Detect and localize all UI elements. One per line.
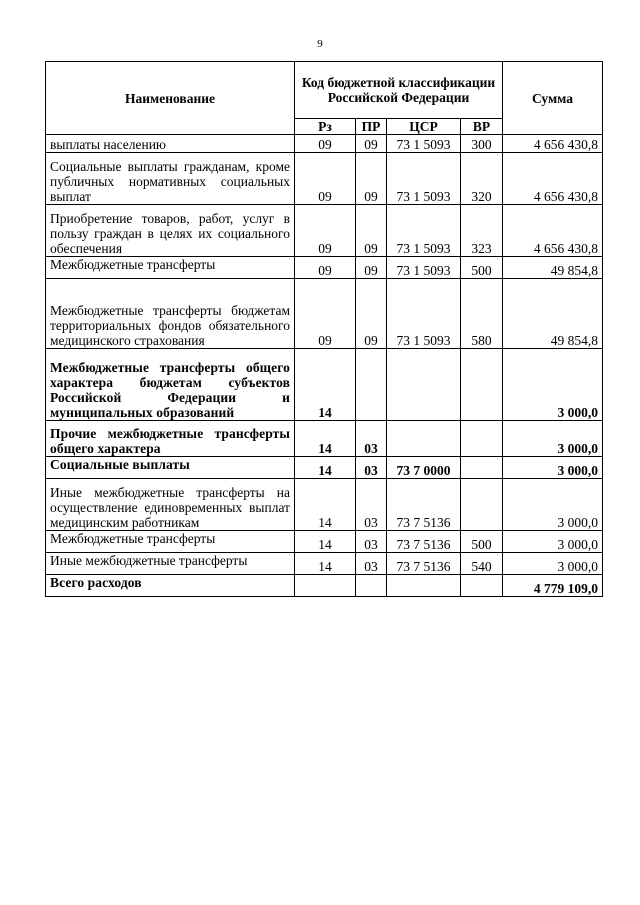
row-csr: 73 7 5136 [387, 479, 461, 531]
row-name: Социальные выплаты гражданам, кроме публичных нормативных социальных выплат [46, 153, 295, 205]
row-rz: 14 [295, 457, 356, 479]
row-name: Иные межбюджетные трансферты [46, 553, 295, 575]
row-pr: 03 [356, 479, 387, 531]
row-vr: 320 [461, 153, 503, 205]
row-name: Межбюджетные трансферты общего характера бюджетам субъектов Российской Федерации и муниципальных образований [46, 349, 295, 421]
row-sum: 4 656 430,8 [503, 135, 603, 153]
row-vr [461, 479, 503, 531]
row-name: Иные межбюджетные трансферты на осуществление единовременных выплат медицинским работникам [46, 479, 295, 531]
row-pr [356, 349, 387, 421]
row-sum: 3 000,0 [503, 457, 603, 479]
header-csr: ЦСР [387, 119, 461, 135]
header-name: Наименование [46, 62, 295, 135]
row-pr: 09 [356, 279, 387, 349]
row-name: Межбюджетные трансферты [46, 531, 295, 553]
row-name: Межбюджетные трансферты бюджетам территориальных фондов обязательного медицинского страхования [46, 279, 295, 349]
row-vr [461, 349, 503, 421]
table-row [46, 457, 603, 479]
row-sum: 4 656 430,8 [503, 205, 603, 257]
row-csr [387, 349, 461, 421]
row-sum: 3 000,0 [503, 349, 603, 421]
row-sum: 49 854,8 [503, 257, 603, 279]
row-csr [387, 421, 461, 457]
row-vr [461, 421, 503, 457]
budget-table [45, 61, 603, 597]
row-rz: 14 [295, 531, 356, 553]
row-rz: 14 [295, 421, 356, 457]
row-pr: 03 [356, 553, 387, 575]
header-vr: ВР [461, 119, 503, 135]
row-csr: 73 7 5136 [387, 531, 461, 553]
row-pr: 09 [356, 153, 387, 205]
total-sum: 4 779 109,0 [503, 575, 603, 597]
row-name: Межбюджетные трансферты [46, 257, 295, 279]
row-csr: 73 1 5093 [387, 135, 461, 153]
header-rz: Рз [295, 119, 356, 135]
page-number: 9 [317, 38, 323, 50]
row-sum: 3 000,0 [503, 421, 603, 457]
total-rz [295, 575, 356, 597]
row-pr: 09 [356, 205, 387, 257]
row-pr: 03 [356, 457, 387, 479]
row-vr [461, 457, 503, 479]
row-rz: 14 [295, 553, 356, 575]
total-vr [461, 575, 503, 597]
row-vr: 580 [461, 279, 503, 349]
table-row [46, 349, 603, 421]
total-pr [356, 575, 387, 597]
row-csr: 73 1 5093 [387, 279, 461, 349]
table-row [46, 205, 603, 257]
row-vr: 540 [461, 553, 503, 575]
table-row [46, 135, 603, 153]
header-pr: ПР [356, 119, 387, 135]
row-rz: 09 [295, 205, 356, 257]
table-row [46, 279, 603, 349]
table-row [46, 257, 603, 279]
total-csr [387, 575, 461, 597]
row-csr: 73 7 5136 [387, 553, 461, 575]
row-name: Приобретение товаров, работ, услуг в пользу граждан в целях их социального обеспечения [46, 205, 295, 257]
row-rz: 09 [295, 153, 356, 205]
header-code-group: Код бюджетной классификации Российской Федерации [295, 62, 503, 119]
total-row [46, 575, 603, 597]
row-name: Прочие межбюджетные трансферты общего характера [46, 421, 295, 457]
table-row [46, 421, 603, 457]
row-csr: 73 1 5093 [387, 257, 461, 279]
row-rz: 14 [295, 349, 356, 421]
row-rz: 09 [295, 257, 356, 279]
row-vr: 500 [461, 257, 503, 279]
row-name: Социальные выплаты [46, 457, 295, 479]
row-rz: 09 [295, 279, 356, 349]
row-sum: 3 000,0 [503, 531, 603, 553]
table-row [46, 153, 603, 205]
row-sum: 3 000,0 [503, 479, 603, 531]
row-pr: 09 [356, 257, 387, 279]
row-vr: 323 [461, 205, 503, 257]
table-row [46, 553, 603, 575]
row-csr: 73 1 5093 [387, 205, 461, 257]
total-label: Всего расходов [46, 575, 295, 597]
table-row [46, 479, 603, 531]
row-csr: 73 7 0000 [387, 457, 461, 479]
row-vr: 300 [461, 135, 503, 153]
row-sum: 4 656 430,8 [503, 153, 603, 205]
row-rz: 09 [295, 135, 356, 153]
row-sum: 3 000,0 [503, 553, 603, 575]
table-row [46, 531, 603, 553]
row-pr: 09 [356, 135, 387, 153]
row-pr: 03 [356, 421, 387, 457]
row-rz: 14 [295, 479, 356, 531]
row-vr: 500 [461, 531, 503, 553]
row-sum: 49 854,8 [503, 279, 603, 349]
row-name: выплаты населению [46, 135, 295, 153]
row-pr: 03 [356, 531, 387, 553]
row-csr: 73 1 5093 [387, 153, 461, 205]
header-sum: Сумма [503, 62, 603, 135]
